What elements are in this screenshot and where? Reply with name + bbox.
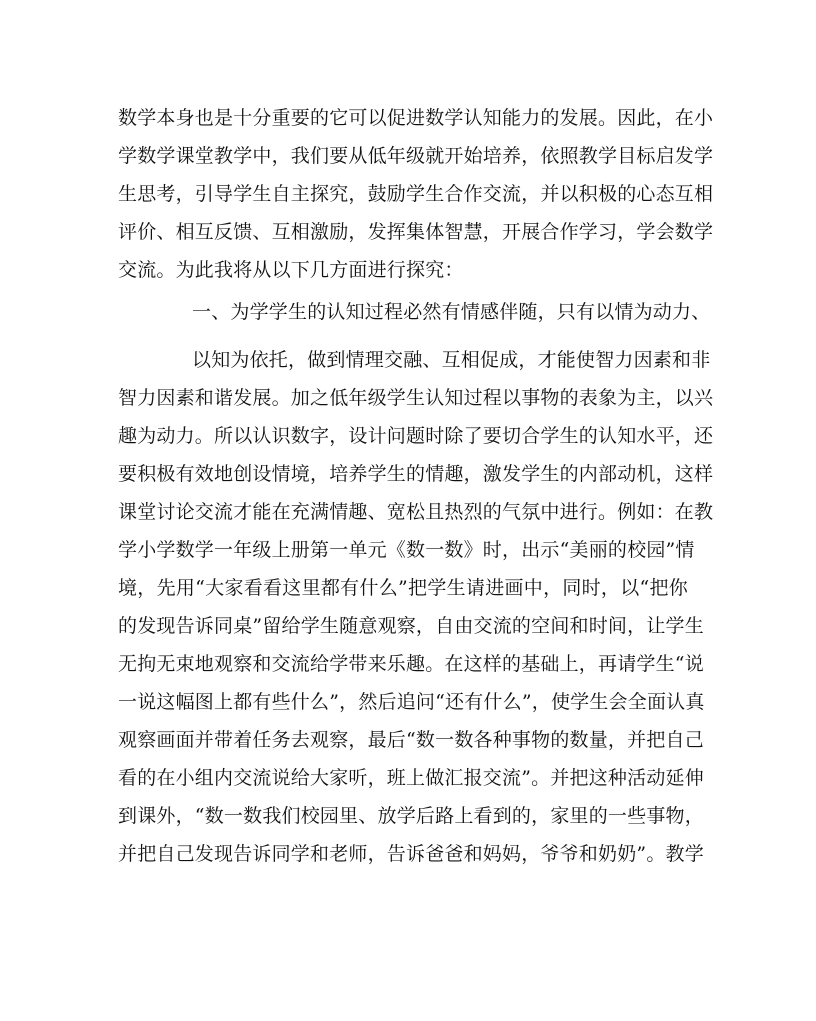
section-heading-line: 以知为依托，做到情理交融、互相促成，才能使智力因素和非 — [192, 349, 711, 371]
paragraph-line: 评价、相互反馈、互相激励，发挥集体智慧，开展合作学习，学会数学 — [118, 221, 714, 243]
paragraph-line: 到课外，“数一数我们校园里、放学后路上看到的，家里的一些事物， — [118, 805, 704, 827]
paragraph-line: 看的在小组内交流说给大家听，班上做汇报交流”。并把这种活动延伸 — [118, 767, 704, 789]
paragraph-line: 交流。为此我将从以下几方面进行探究： — [118, 259, 464, 281]
paragraph-line: 观察画面并带着任务去观察，最后“数一数各种事物的数量，并把自己 — [118, 729, 704, 751]
paragraph-line: 的发现告诉同桌”留给学生随意观察，自由交流的空间和时间，让学生 — [118, 615, 704, 637]
paragraph-line: 无拘无束地观察和交流给学带来乐趣。在这样的基础上，再请学生“说 — [118, 653, 704, 675]
paragraph-line: 生思考，引导学生自主探究，鼓励学生合作交流，并以积极的心态互相 — [118, 183, 714, 205]
paragraph-line: 一说这幅图上都有些什么”，然后追问“还有什么”，使学生会全面认真 — [118, 691, 705, 713]
section-heading-line: 一、为学学生的认知过程必然有情感伴随，只有以情为动力、 — [192, 301, 711, 323]
paragraph-line: 课堂讨论交流才能在充满情趣、宽松且热烈的气氛中进行。例如：在教 — [118, 501, 714, 523]
paragraph-line: 学数学课堂教学中，我们要从低年级就开始培养，依照教学目标启发学 — [118, 145, 714, 167]
paragraph-line: 趣为动力。所以认识数字，设计问题时除了要切合学生的认知水平，还 — [118, 425, 714, 447]
paragraph-line: 并把自己发现告诉同学和老师，告诉爸爸和妈妈，爷爷和奶奶”。教学 — [118, 843, 704, 865]
paragraph-line: 智力因素和谐发展。加之低年级学生认知过程以事物的表象为主，以兴 — [118, 387, 714, 409]
paragraph-line: 数学本身也是十分重要的它可以促进数学认知能力的发展。因此，在小 — [118, 107, 714, 129]
paragraph-line: 境，先用“大家看看这里都有什么”把学生请进画中，同时，以“把你 — [118, 577, 688, 599]
paragraph-line: 要积极有效地创设情境，培养学生的情趣，激发学生的内部动机，这样 — [118, 463, 714, 485]
paragraph-line: 学小学数学一年级上册第一单元《数一数》时，出示“美丽的校园”情 — [118, 539, 695, 561]
